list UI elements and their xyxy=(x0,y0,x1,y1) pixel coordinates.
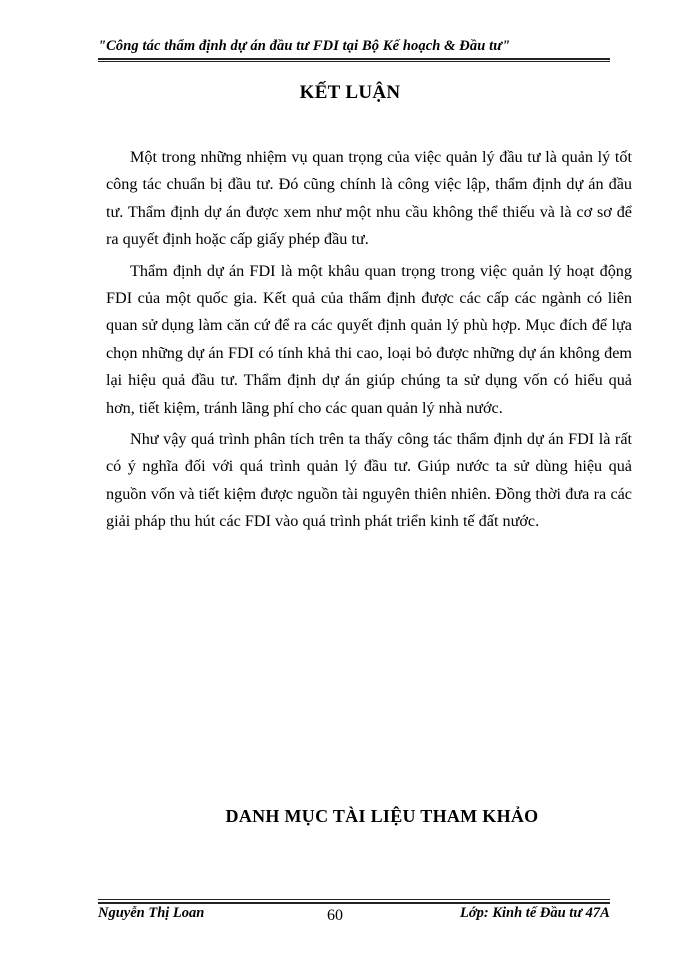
body-text xyxy=(106,144,632,540)
page-title: KẾT LUẬN xyxy=(299,82,401,103)
paragraph: Như vậy quá trình phân tích trên ta thấy công tác thẩm định dự án FDI là rất có ý nghĩa đối với quá trình quản lý đầu tư. Giúp nước ta sử dùng hiệu quả nguồn vốn và tiết kiệm được nguồn tài nguyên thiên nhiên. Đồng thời đưa ra các giải pháp thu hút các FDI vào quá trình phát triển kinh tế đất nước. xyxy=(106,430,632,531)
header-rule-thick xyxy=(98,58,610,60)
header-rule-thin xyxy=(98,61,610,62)
footer-rule-thin xyxy=(98,899,610,900)
footer-author: Nguyễn Thị Loan xyxy=(98,905,205,921)
footer-rule-thick xyxy=(98,902,610,904)
running-header: "Công tác thẩm định dự án đầu tư FDI tại Bộ Kế hoạch & Đầu tư" xyxy=(98,38,511,54)
page-number: 60 xyxy=(327,907,343,924)
references-title: DANH MỤC TÀI LIỆU THAM KHẢO xyxy=(225,806,539,826)
paragraph: Một trong những nhiệm vụ quan trọng của việc quản lý đầu tư là quản lý tốt công tác chuẩn bị đầu tư. Đó cũng chính là công việc lập, thẩm định dự án đầu tư. Thẩm định dự án được xem như một nhu cầu không thể thiếu và là cơ sơ để ra quyết định hoặc cấp giấy phép đầu tư. xyxy=(106,148,632,249)
footer-class: Lớp: Kinh tế Đầu tư 47A xyxy=(460,905,610,921)
paragraph: Thẩm định dự án FDI là một khâu quan trọng trong việc quản lý hoạt động FDI của một quốc gia. Kết quả của thẩm định được các cấp các ngành có liên quan sử dụng làm căn cứ để ra các quyết định quản lý phù hợp. Mục đích để lựa chọn những dự án FDI có tính khả thi cao, loại bỏ được những dự án không đem lại hiệu quả đầu tư. Thẩm định dự án giúp chúng ta sử dụng vốn có hiểu quả hơn, tiết kiệm, tránh lãng phí cho các quan quản lý nhà nước. xyxy=(106,261,632,417)
